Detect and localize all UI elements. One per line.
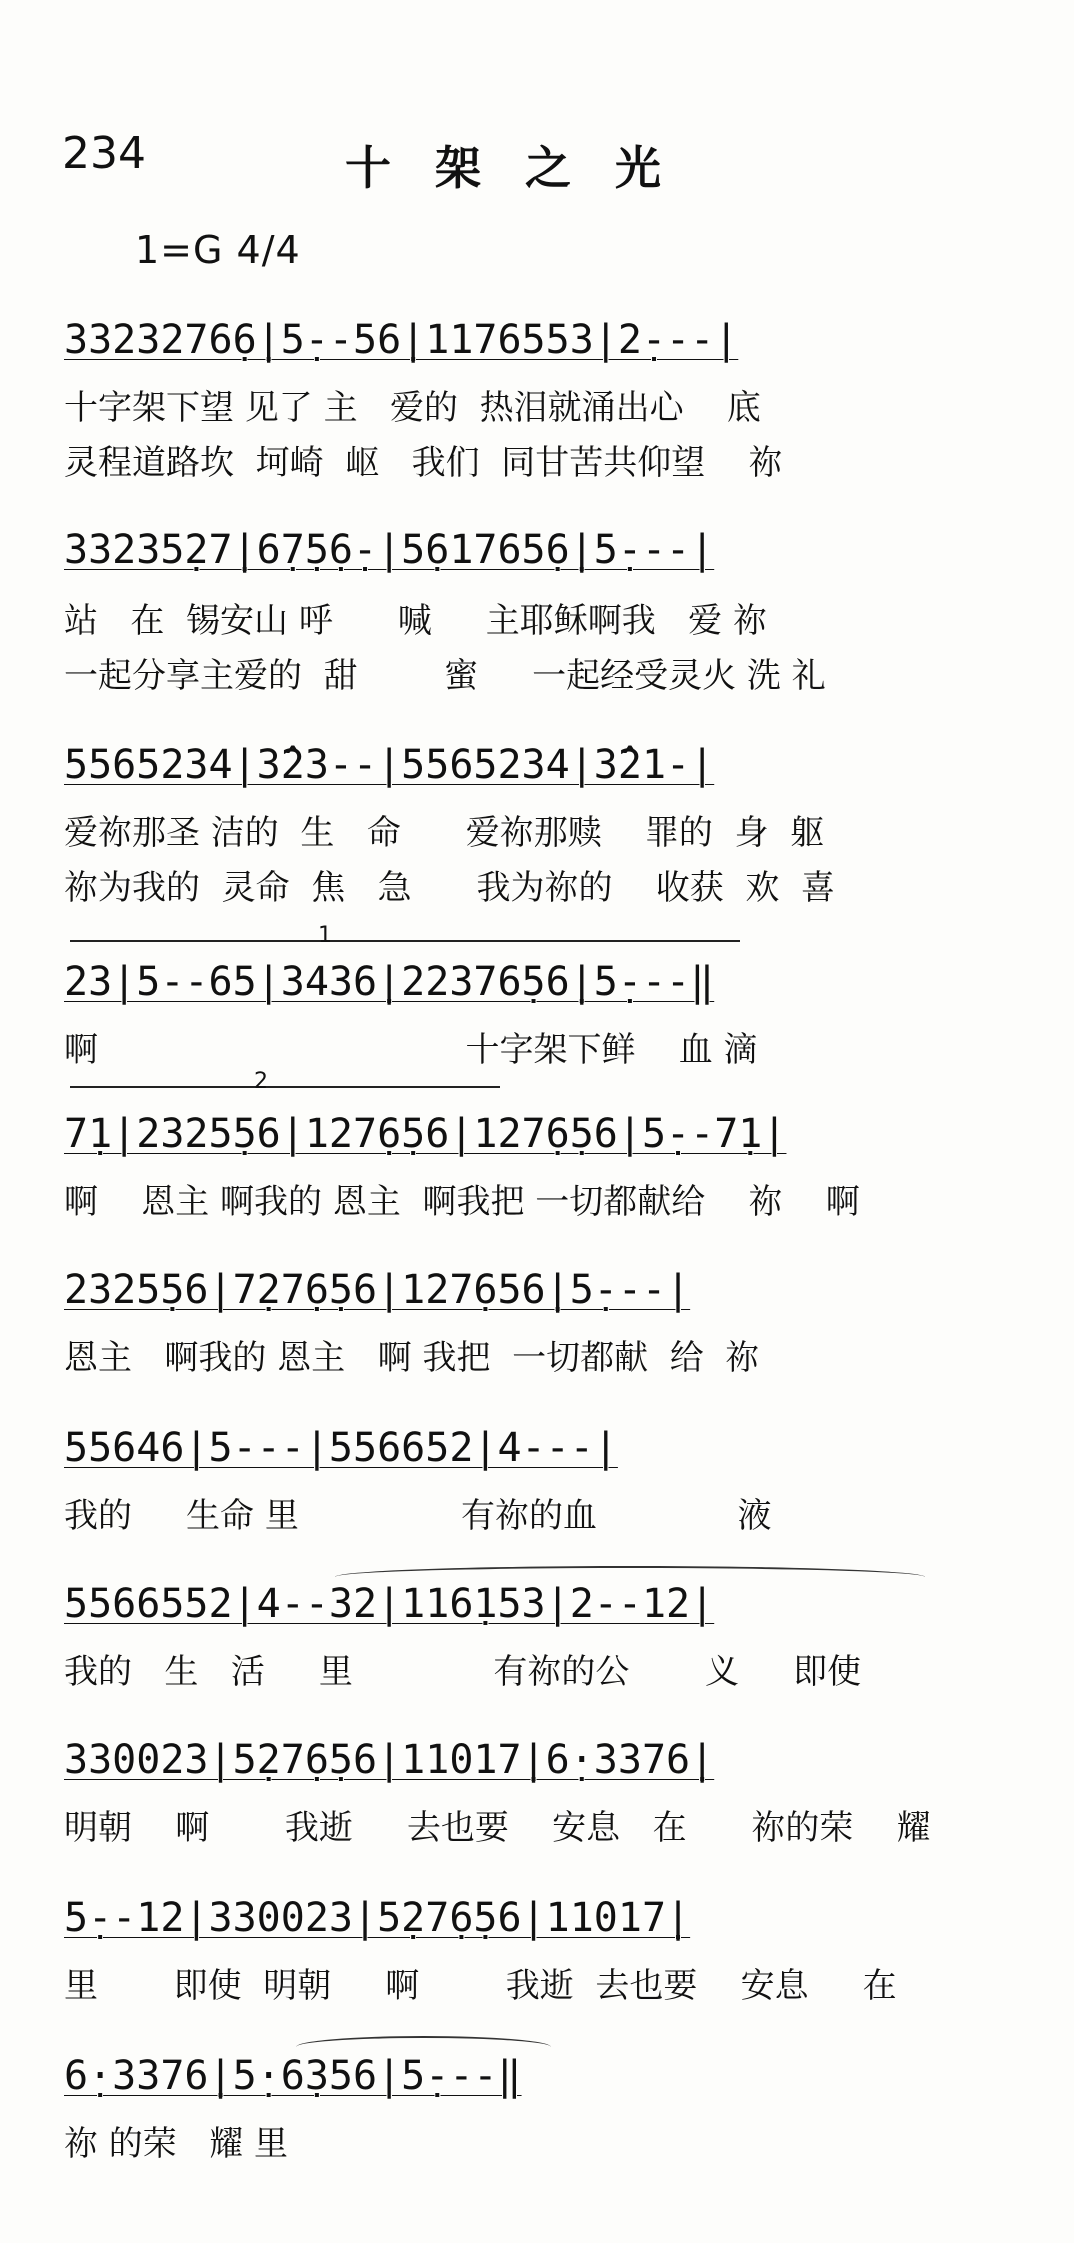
second-ending-label: 2 — [254, 1069, 268, 1094]
lyrics-line-1-verse-1: 十字架下望 见了 主 爱的 热泪就涌出心 底 — [64, 388, 761, 428]
notation-line-6: 2325̣56|7̣27̣6̣56|127̣656̣|5̣---| — [64, 1267, 691, 1313]
page-number: 234 — [62, 128, 146, 179]
lyrics-line-3-verse-2: 祢为我的 灵命 焦 急 我为祢的 收获 欢 喜 — [64, 868, 835, 908]
lyrics-line-7: 我的 生命 里 有祢的血 液 — [64, 1496, 772, 1536]
second-ending-bracket — [70, 1086, 500, 1106]
lyrics-line-2-verse-1: 站 在 锡安山 呼 喊 主耶稣啊我 爱 祢 — [64, 601, 767, 641]
lyrics-line-5: 啊 恩主 啊我的 恩主 啊我把 一切都献给 祢 啊 — [64, 1182, 860, 1222]
lyrics-line-1-verse-2: 灵程道路坎 坷崎 岖 我们 同甘苦共仰望 祢 — [64, 443, 783, 483]
first-ending-bracket — [70, 940, 740, 960]
lyrics-line-6: 恩主 啊我的 恩主 啊 我把 一切都献 给 祢 — [64, 1338, 760, 1378]
lyrics-line-11: 祢 的荣 耀 里 — [64, 2124, 289, 2164]
notation-line-8: 5566552|4--32|116̣153|2--12| — [64, 1581, 715, 1627]
notation-line-1: 3323276̣6̣|5̣--56̣|1176553|2̣---| — [64, 317, 739, 363]
notation-line-10: 5̣--12|330023|5̣27̣6̣56|11017̣| — [64, 1895, 691, 1941]
lyrics-line-2-verse-2: 一起分享主爱的 甜 蜜 一起经受灵火 洗 礼 — [64, 656, 826, 696]
first-ending-label: 1 — [318, 923, 332, 948]
lyrics-line-8: 我的 生 活 里 有祢的公 义 即使 — [64, 1652, 862, 1692]
notation-line-4: 23|5--65|3436̣|22376̣56̣|5̣---‖ — [64, 959, 715, 1005]
notation-line-7: 55646|5---|556652|4---| — [64, 1425, 618, 1471]
key-signature: 1=G 4/4 — [135, 228, 301, 272]
notation-line-2: 33235̣27̣|6̣7̣5̣6̣-|5̣61765̣6̣|5̣---| — [64, 527, 715, 573]
lyrics-line-10: 里 即使 明朝 啊 我逝 去也要 安息 在 — [64, 1966, 897, 2006]
notation-line-5: 7̣1|2325̣56|127̣6̣56|127̣6̣56|5̣--7̣1| — [64, 1111, 787, 1157]
lyrics-line-4: 啊 十字架下鲜 血 滴 — [64, 1030, 758, 1070]
notation-line-3: 5565234|3̂23--|5565234|3̂21-| — [64, 742, 715, 788]
lyrics-line-3-verse-1: 爱祢那圣 洁的 生 命 爱祢那赎 罪的 身 躯 — [64, 813, 825, 853]
notation-line-11: 6̣·3376̣|5̣·6̣356|5̣---‖ — [64, 2053, 522, 2099]
song-title: 十架之光 — [345, 141, 705, 195]
notation-line-9: 330023|5̣27̣6̣56|11017̣|6̣·3376̣| — [64, 1737, 715, 1783]
lyrics-line-9: 明朝 啊 我逝 去也要 安息 在 祢的荣 耀 — [64, 1808, 931, 1848]
